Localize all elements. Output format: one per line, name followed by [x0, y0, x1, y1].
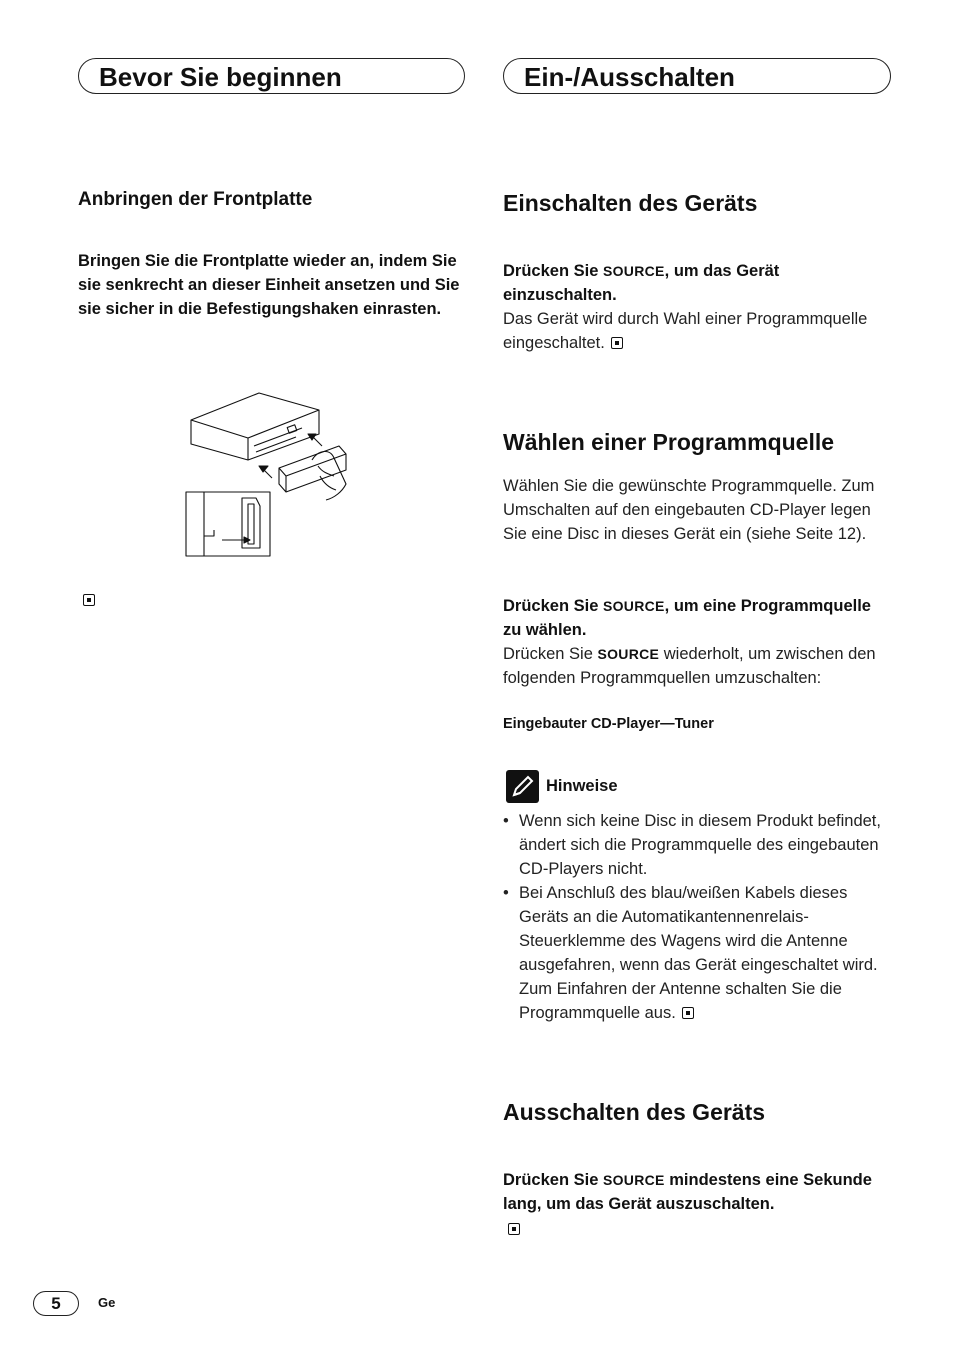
source-key: SOURCE [602, 1172, 665, 1188]
power-off-heading: Ausschalten des Geräts [503, 1099, 766, 1125]
end-mark [611, 337, 623, 349]
source-sequence: Eingebauter CD-Player—Tuner [503, 716, 714, 732]
page-number: 5 [51, 1294, 61, 1313]
select-source-heading: Wählen einer Programmquelle [503, 429, 835, 455]
end-mark [508, 1221, 520, 1239]
power-on-instruction: Drücken Sie SOURCE, um das Gerät einzuschalten. [503, 262, 780, 304]
notes-list [503, 809, 893, 1025]
faceplate-heading: Anbringen der Frontplatte [78, 189, 313, 210]
section-title-right: Ein-/Ausschalten [524, 62, 735, 92]
power-off-instruction: Drücken Sie SOURCE mindestens eine Sekunde lang, um das Gerät auszuschalten. [503, 1171, 872, 1213]
section-header-right [503, 58, 891, 94]
faceplate-illustration [184, 388, 354, 560]
power-on-heading: Einschalten des Geräts [503, 190, 758, 216]
end-mark [682, 1007, 694, 1019]
select-source-intro: Wählen Sie die gewünschte Programmquelle. Zum Umschalten auf den eingebauten CD-Player legen Sie eine Disc in dieses Gerät ein (siehe Seite 12). [503, 477, 875, 543]
end-mark [83, 592, 95, 610]
faceplate-instruction: Bringen Sie die Frontplatte wieder an, indem Sie sie senkrecht an dieser Einheit ansetzen und Sie sie sicher in die Befestigungshaken einrasten. [78, 252, 460, 318]
section-title-left: Bevor Sie beginnen [99, 62, 342, 92]
source-key: SOURCE [597, 646, 660, 662]
language-code: Ge [98, 1295, 116, 1310]
source-key: SOURCE [602, 598, 665, 614]
page-number-badge [33, 1291, 79, 1316]
note-item: • Wenn sich keine Disc in diesem Produkt befindet, ändert sich die Programmquelle des eingebauten CD-Players nicht. [503, 809, 893, 881]
pencil-icon [506, 770, 539, 803]
notes-heading: Hinweise [546, 777, 618, 795]
power-on-body: Das Gerät wird durch Wahl einer Programmquelle eingeschaltet. [503, 310, 868, 352]
source-key: SOURCE [602, 263, 665, 279]
select-source-instruction: Drücken Sie SOURCE, um eine Programmquelle zu wählen. [503, 597, 871, 639]
section-header-left [78, 58, 465, 94]
note-item: • Bei Anschluß des blau/weißen Kabels dieses Geräts an die Automatikantennenrelais-Steuerklemme des Wagens wird die Antenne ausgefahren, wenn das Gerät eingeschaltet wird. Zum Einfahren der Antenne schalten Sie die Programmquelle aus. [503, 881, 893, 1025]
select-source-body: Drücken Sie SOURCE wiederholt, um zwischen den folgenden Programmquellen umzuschalten: [503, 645, 876, 687]
